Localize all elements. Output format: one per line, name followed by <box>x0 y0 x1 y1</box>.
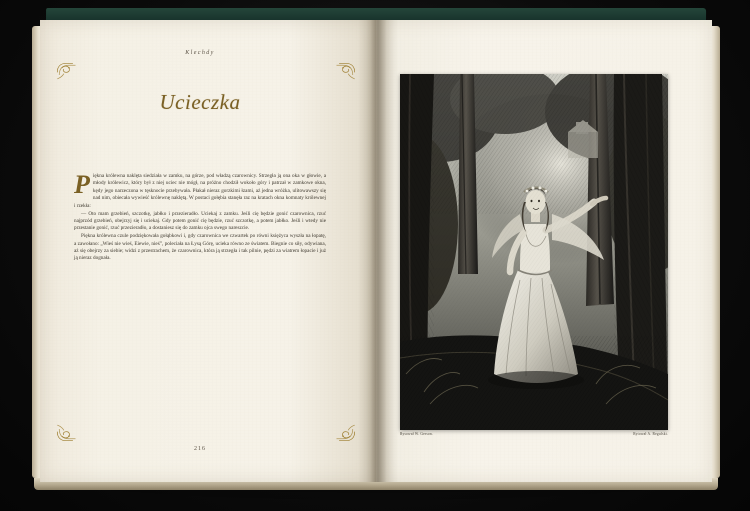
paragraph-text: Piękna królewna czule podziękowała gołąbkowi i, gdy czarownica we czwartek po równi księżyca wyszła na łopatę, a zawołano: „Wieś nie wieś, Eiewie, nieś”, poleciała na Łysą Górę, ucieka równo ze światem. Biegnie co siły, odywiana, aż się obejrzy za siebie; widzi z przestrachem, że czarownica, która ją strzegła i tak pilnie, pędzi za wiatrem łopacie i już ją nieraz dognała. <box>74 233 326 262</box>
paragraph-text: iękna królewna naklęta siedziała w zamku, na górze, pod władzą czarownicy. Strzegła ją ona oka w głowie, a młody królewicz, który był z niej uciec nie mógł, na próżno chodził wokoło góry i patrzał w zamkowe okna, kędy jego narzeczona w tęsknocie przebywała. Płakał nieraz gorzkimi łzami, aż jedna wróżka, ulitowawszy się nad nim, obiecała wywieść królewnę naklętą. W postaci gołębia stanęła raz na kratach okna komnaty królewnej i rzekła: <box>74 173 326 209</box>
caption-engraver: Rytował A. Regulski. <box>633 432 668 436</box>
running-head: Klechdy <box>185 50 215 56</box>
left-page-content <box>74 36 326 466</box>
gold-corner-ornament-icon <box>330 62 356 88</box>
page-spread <box>40 20 712 494</box>
page-number: 216 <box>194 446 206 452</box>
paragraph-text: — Oto mam grzebień, szczotkę, jabłko i przezieradło. Uciekaj z zamku. Jeśli cię będzie gonić czarownica, rzuć najprzód grzebień, obejrzyj się i uciekaj. Gdy potem gonić cię będzie, rzuć szczotkę, a potem jabłko. Jeśli i wtedy nie przestanie gonić, rzuć przezieradło, a dostaniesz się do zamku ojca swego nareszcie. <box>74 210 326 232</box>
caption-artist: Rysował W. Gerson. <box>400 432 434 436</box>
right-page <box>376 20 712 482</box>
gold-corner-ornament-icon <box>330 416 356 442</box>
paragraph <box>74 211 326 233</box>
chapter-title: Ucieczka <box>159 90 241 114</box>
open-book <box>40 8 712 494</box>
drop-cap: P <box>74 170 90 199</box>
body-text <box>74 170 326 263</box>
illustration-caption <box>400 432 668 436</box>
paragraph <box>74 170 326 210</box>
illustration-plate <box>400 74 668 430</box>
paragraph <box>74 233 326 263</box>
left-page <box>40 20 376 482</box>
